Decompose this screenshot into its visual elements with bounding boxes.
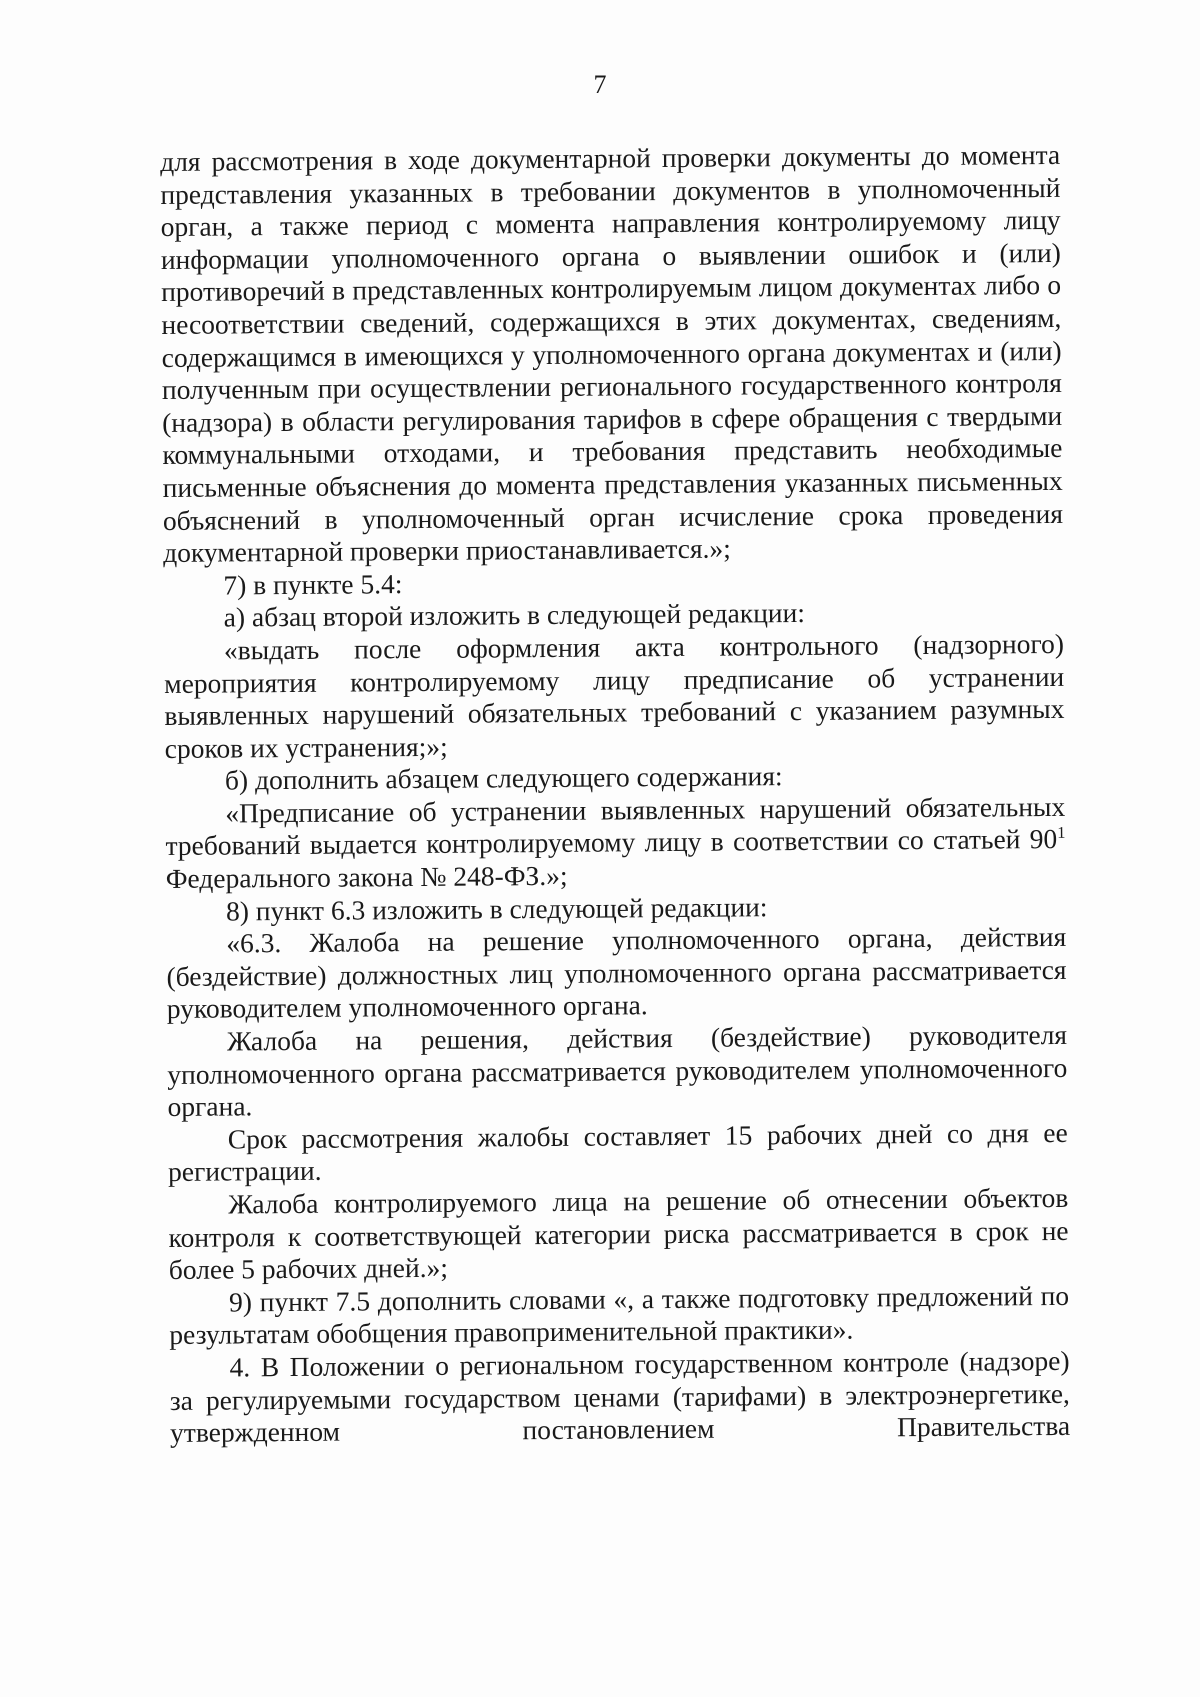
paragraph-item-7: 7) в пункте 5.4:	[223, 567, 403, 601]
prescription-text-before: «Предписание об устранении выявленных нарушений обязательных требований выдается контролируемому лицу в соответствии со статьей 90	[165, 790, 1066, 862]
paragraph-complaint-risk: Жалоба контролируемого лица на решение об отнесении объектов контроля к соответствующей категории риска рассматривается в срок не более 5 рабочих дней.»;	[168, 1181, 1069, 1286]
article-superscript: 1	[1057, 823, 1066, 843]
page-number: 7	[593, 70, 607, 99]
paragraph-continuation: для рассмотрения в ходе документарной проверки документы до момента представления указанных в требовании документов в уполномоченный орган, а также период с момента направления контролируемому лицу информации уполномоченного органа о выявлении ошибок и (или) противоречий в представленных контролируемым лицом документах либо о несоответствии сведений, содержащихся в этих документах, сведениям, содержащимся в имеющихся у уполномоченного органа документах и (или) полученным при осуществлении регионального государственного контроля (надзора) в области регулирования тарифов в сфере обращения с твердыми коммунальными отходами, и требования представить необходимые письменные объяснения до момента представления указанных письменных объяснений в уполномоченный орган исчисление срока проведения документарной проверки приостанавливается.»;	[160, 138, 1064, 569]
paragraph-complaint-head: Жалоба на решения, действия (бездействие) руководителя уполномоченного органа рассматривается руководителем уполномоченного органа.	[167, 1018, 1068, 1123]
paragraph-quote-issue: «выдать после оформления акта контрольного (надзорного) мероприятия контролируемому лицу предписание об устранении выявленных нарушений обязательных требований с указанием разумных сроков их устранения;»;	[164, 627, 1065, 764]
paragraph-quote-6-3: «6.3. Жалоба на решение уполномоченного органа, действия (бездействие) должностных лиц уполномоченного органа рассматривается руководителем уполномоченного органа.	[166, 921, 1067, 1025]
paragraph-item-7b: б) дополнить абзацем следующего содержания:	[224, 760, 783, 796]
paragraph-item-7a: а) абзац второй изложить в следующей редакции:	[223, 597, 806, 633]
paragraph-item-9: 9) пункт 7.5 дополнить словами «, а также подготовку предложений по результатам обобщения правоприменительной практики».	[169, 1279, 1070, 1351]
document-body	[160, 139, 1070, 1450]
paragraph-quote-prescription	[165, 791, 1066, 896]
prescription-text-after: Федерального закона № 248-ФЗ.»;	[165, 859, 568, 895]
paragraph-item-4: 4. В Положении о региональном государственном контроле (надзоре) за регулируемыми государством ценами (тарифами) в электроэнергетике, утвержденном постановлением Правительства	[169, 1344, 1071, 1449]
paragraph-item-8: 8) пункт 6.3 изложить в следующей редакции:	[225, 890, 768, 927]
paragraph-complaint-term: Срок рассмотрения жалобы составляет 15 рабочих дней со дня ее регистрации.	[167, 1116, 1068, 1188]
